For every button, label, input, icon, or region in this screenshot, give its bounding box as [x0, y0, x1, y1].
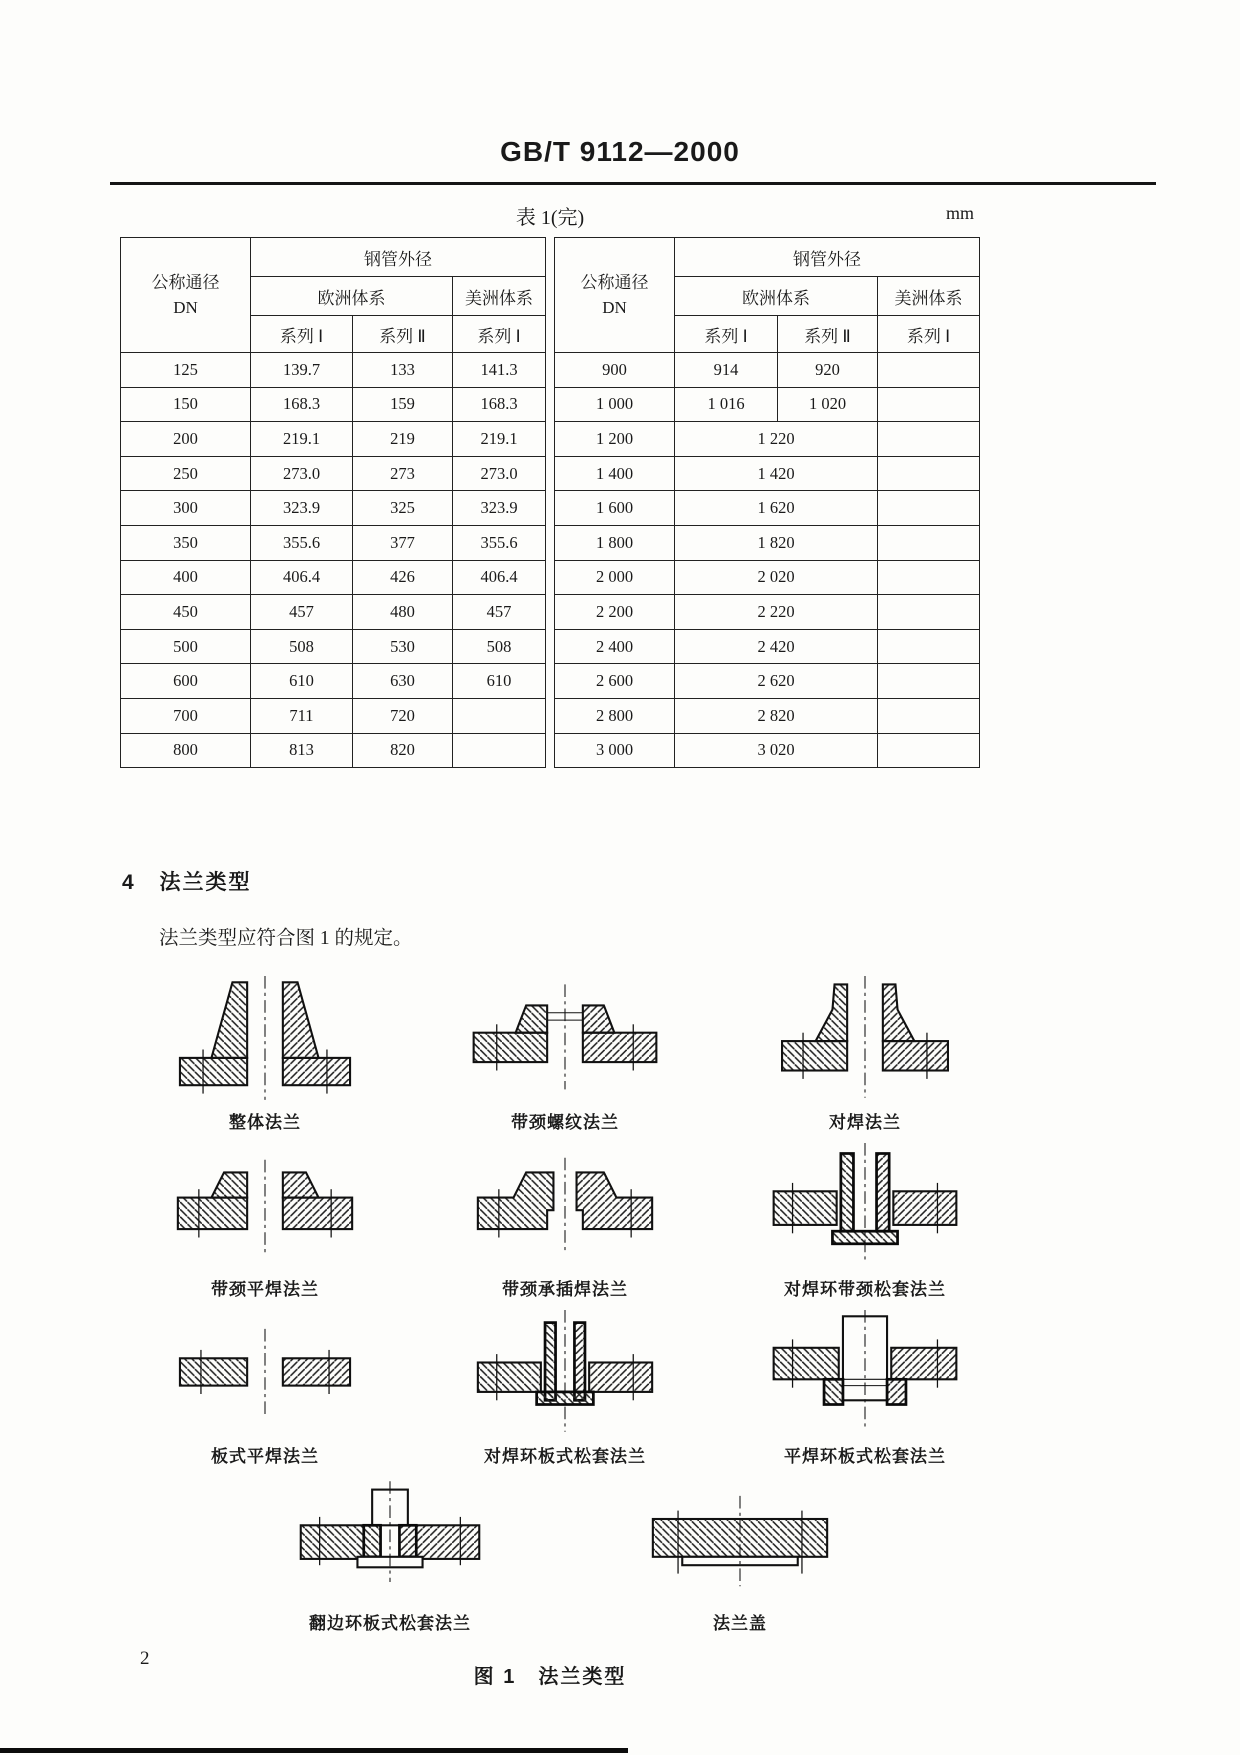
flared-plate-loose-flange-diagram — [290, 1477, 490, 1603]
flange-figure-blind — [640, 1477, 840, 1634]
table-row — [555, 664, 980, 699]
cell-am1 — [878, 387, 980, 422]
cell-am1: 219.1 — [453, 422, 546, 457]
cell-eu: 2 620 — [675, 664, 878, 699]
cell-eu2: 630 — [353, 664, 453, 699]
cell-eu1: 457 — [251, 595, 353, 630]
cell-am1 — [878, 664, 980, 699]
col-header-dn — [121, 238, 251, 353]
flange-label: 板式平焊法兰 — [211, 1447, 319, 1467]
flange-figure-socket-weld — [415, 1143, 715, 1300]
cell-eu1: 813 — [251, 733, 353, 768]
cell-eu2: 920 — [778, 353, 878, 388]
cell-am1 — [453, 698, 546, 733]
flange-label: 带颈螺纹法兰 — [511, 1113, 619, 1133]
flange-label: 平焊环板式松套法兰 — [784, 1447, 946, 1467]
cell-dn: 3 000 — [555, 733, 675, 768]
table-row — [121, 560, 546, 595]
cell-eu2: 273 — [353, 456, 453, 491]
cell-dn: 450 — [121, 595, 251, 630]
table-row — [555, 422, 980, 457]
cell-eu2: 1 020 — [778, 387, 878, 422]
cell-am1: 273.0 — [453, 456, 546, 491]
cell-eu: 1 620 — [675, 491, 878, 526]
unit-label: mm — [945, 203, 974, 223]
table-row — [121, 664, 546, 699]
figure-1 — [0, 976, 1240, 1689]
table-row — [555, 733, 980, 768]
dn-label: 公称通径 — [151, 272, 220, 292]
loose-flange-weld-ring-neck-diagram — [765, 1143, 965, 1269]
cell-am1: 457 — [453, 595, 546, 630]
table-row — [121, 456, 546, 491]
cell-eu2: 377 — [353, 525, 453, 560]
cell-eu1: 219.1 — [251, 422, 353, 457]
table-row — [555, 387, 980, 422]
cell-am1 — [878, 629, 980, 664]
cell-dn: 300 — [121, 491, 251, 526]
cell-dn: 2 800 — [555, 698, 675, 733]
cell-eu: 2 220 — [675, 595, 878, 630]
cell-dn: 1 000 — [555, 387, 675, 422]
col-header-series1: 系列 Ⅰ — [675, 316, 778, 353]
cell-am1: 355.6 — [453, 525, 546, 560]
cell-eu2: 219 — [353, 422, 453, 457]
flange-label: 带颈承插焊法兰 — [502, 1280, 628, 1300]
cell-eu2: 530 — [353, 629, 453, 664]
table-row — [121, 629, 546, 664]
col-header-european: 欧洲体系 — [675, 277, 878, 316]
cell-eu1: 914 — [675, 353, 778, 388]
table-row — [121, 595, 546, 630]
cell-eu1: 273.0 — [251, 456, 353, 491]
flange-figure-integral — [115, 976, 415, 1133]
figure-caption: 图 1 法兰类型 — [473, 1666, 627, 1689]
cell-eu2: 720 — [353, 698, 453, 733]
cell-am1: 141.3 — [453, 353, 546, 388]
standard-number: GB/T 9112—2000 — [500, 136, 740, 167]
cell-dn: 350 — [121, 525, 251, 560]
weld-neck-flange-diagram — [765, 976, 965, 1102]
figure-row-2 — [115, 1143, 1015, 1300]
flange-figure-flared-plate-loose — [290, 1477, 490, 1634]
table-row — [121, 698, 546, 733]
plate-slip-on-flange-diagram — [165, 1310, 365, 1436]
cell-eu2: 426 — [353, 560, 453, 595]
flange-figure-weld-neck — [715, 976, 1015, 1133]
col-header-dn — [555, 238, 675, 353]
section-paragraph: 法兰类型应符合图 1 的规定。 — [159, 928, 413, 950]
dn-label: 公称通径 — [580, 272, 649, 292]
cell-dn: 2 400 — [555, 629, 675, 664]
cell-eu1: 610 — [251, 664, 353, 699]
cell-dn: 2 600 — [555, 664, 675, 699]
cell-eu1: 355.6 — [251, 525, 353, 560]
cell-dn: 2 200 — [555, 595, 675, 630]
cell-am1 — [878, 353, 980, 388]
col-header-pipe-od: 钢管外径 — [675, 238, 980, 277]
figure-row-3 — [115, 1310, 1015, 1467]
figure-row-1 — [115, 976, 1015, 1133]
cell-eu: 1 220 — [675, 422, 878, 457]
cell-am1 — [878, 456, 980, 491]
cell-eu: 2 020 — [675, 560, 878, 595]
table-row — [555, 491, 980, 526]
table-row — [555, 698, 980, 733]
section-heading — [122, 866, 1240, 896]
cell-am1: 508 — [453, 629, 546, 664]
flange-figure-threaded-neck — [415, 976, 715, 1133]
header-rule — [110, 182, 1156, 185]
slip-on-neck-flange-diagram — [165, 1143, 365, 1269]
cell-am1: 610 — [453, 664, 546, 699]
cell-eu2: 325 — [353, 491, 453, 526]
cell-dn: 150 — [121, 387, 251, 422]
table-row — [121, 387, 546, 422]
col-header-series1: 系列 Ⅰ — [251, 316, 353, 353]
table-right-half — [554, 237, 980, 768]
table-row — [121, 491, 546, 526]
table-row — [555, 353, 980, 388]
flange-label: 带颈平焊法兰 — [211, 1280, 319, 1300]
cell-eu2: 159 — [353, 387, 453, 422]
cell-eu1: 711 — [251, 698, 353, 733]
col-header-european: 欧洲体系 — [251, 277, 453, 316]
cell-dn: 250 — [121, 456, 251, 491]
cell-dn: 2 000 — [555, 560, 675, 595]
pipe-od-table — [120, 237, 980, 768]
flange-label: 对焊法兰 — [829, 1113, 901, 1133]
flange-figure-weldring-plate-loose — [415, 1310, 715, 1467]
cell-dn: 1 800 — [555, 525, 675, 560]
table-row — [121, 525, 546, 560]
cell-dn: 500 — [121, 629, 251, 664]
scan-artifact-line — [0, 1748, 628, 1753]
cell-eu1: 323.9 — [251, 491, 353, 526]
cell-eu1: 1 016 — [675, 387, 778, 422]
cell-dn: 600 — [121, 664, 251, 699]
figure-row-4 — [115, 1477, 1015, 1634]
cell-dn: 800 — [121, 733, 251, 768]
table-row — [555, 595, 980, 630]
cell-eu: 3 020 — [675, 733, 878, 768]
col-header-series2: 系列 Ⅱ — [778, 316, 878, 353]
cell-am1 — [878, 698, 980, 733]
col-header-pipe-od: 钢管外径 — [251, 238, 546, 277]
cell-eu1: 168.3 — [251, 387, 353, 422]
table-left-half — [120, 237, 546, 768]
flange-figure-flatring-plate-loose — [715, 1310, 1015, 1467]
flange-label: 翻边环板式松套法兰 — [309, 1614, 471, 1634]
cell-am1 — [878, 595, 980, 630]
cell-dn: 1 200 — [555, 422, 675, 457]
cell-eu2: 480 — [353, 595, 453, 630]
cell-eu2: 133 — [353, 353, 453, 388]
cell-dn: 200 — [121, 422, 251, 457]
page-number: 2 — [140, 1648, 150, 1669]
cell-dn: 400 — [121, 560, 251, 595]
cell-eu1: 508 — [251, 629, 353, 664]
table-title-row — [120, 201, 980, 231]
col-header-american: 美洲体系 — [878, 277, 980, 316]
flat-weld-ring-plate-loose-flange-diagram — [765, 1310, 965, 1436]
table-row — [121, 422, 546, 457]
cell-eu: 1 420 — [675, 456, 878, 491]
cell-am1 — [878, 422, 980, 457]
cell-dn: 1 600 — [555, 491, 675, 526]
table-row — [121, 733, 546, 768]
cell-am1 — [878, 733, 980, 768]
flange-label: 对焊环带颈松套法兰 — [784, 1280, 946, 1300]
col-header-series1-us: 系列 Ⅰ — [453, 316, 546, 353]
section-number: 4 — [122, 871, 134, 895]
flange-figure-slipon-neck — [115, 1143, 415, 1300]
flange-figure-plate-slipon — [115, 1310, 415, 1467]
table-title: 表 1(完) — [515, 207, 585, 229]
cell-eu: 2 420 — [675, 629, 878, 664]
blind-flange-diagram — [640, 1477, 840, 1603]
table-row — [555, 560, 980, 595]
table-row — [555, 629, 980, 664]
col-header-series1-us: 系列 Ⅰ — [878, 316, 980, 353]
cell-eu: 2 820 — [675, 698, 878, 733]
socket-weld-flange-diagram — [465, 1143, 665, 1269]
flange-label: 整体法兰 — [229, 1113, 301, 1133]
cell-eu: 1 820 — [675, 525, 878, 560]
flange-label: 法兰盖 — [713, 1614, 767, 1634]
col-header-american: 美洲体系 — [453, 277, 546, 316]
weld-ring-plate-loose-flange-diagram — [465, 1310, 665, 1436]
cell-am1 — [878, 560, 980, 595]
cell-am1 — [878, 525, 980, 560]
cell-am1 — [878, 491, 980, 526]
dn-code: DN — [173, 298, 198, 317]
integral-flange-diagram — [165, 976, 365, 1102]
table-row — [555, 456, 980, 491]
flange-label: 对焊环板式松套法兰 — [484, 1447, 646, 1467]
cell-eu1: 406.4 — [251, 560, 353, 595]
cell-am1: 406.4 — [453, 560, 546, 595]
table-row — [555, 525, 980, 560]
cell-am1: 323.9 — [453, 491, 546, 526]
cell-am1 — [453, 733, 546, 768]
cell-eu2: 820 — [353, 733, 453, 768]
dn-code: DN — [602, 298, 627, 317]
table-row — [121, 353, 546, 388]
section-title: 法兰类型 — [159, 871, 252, 895]
col-header-series2: 系列 Ⅱ — [353, 316, 453, 353]
flange-figure-loose-weldring-neck — [715, 1143, 1015, 1300]
cell-dn: 900 — [555, 353, 675, 388]
cell-am1: 168.3 — [453, 387, 546, 422]
cell-eu1: 139.7 — [251, 353, 353, 388]
cell-dn: 1 400 — [555, 456, 675, 491]
cell-dn: 700 — [121, 698, 251, 733]
cell-dn: 125 — [121, 353, 251, 388]
threaded-flange-diagram — [465, 976, 665, 1102]
